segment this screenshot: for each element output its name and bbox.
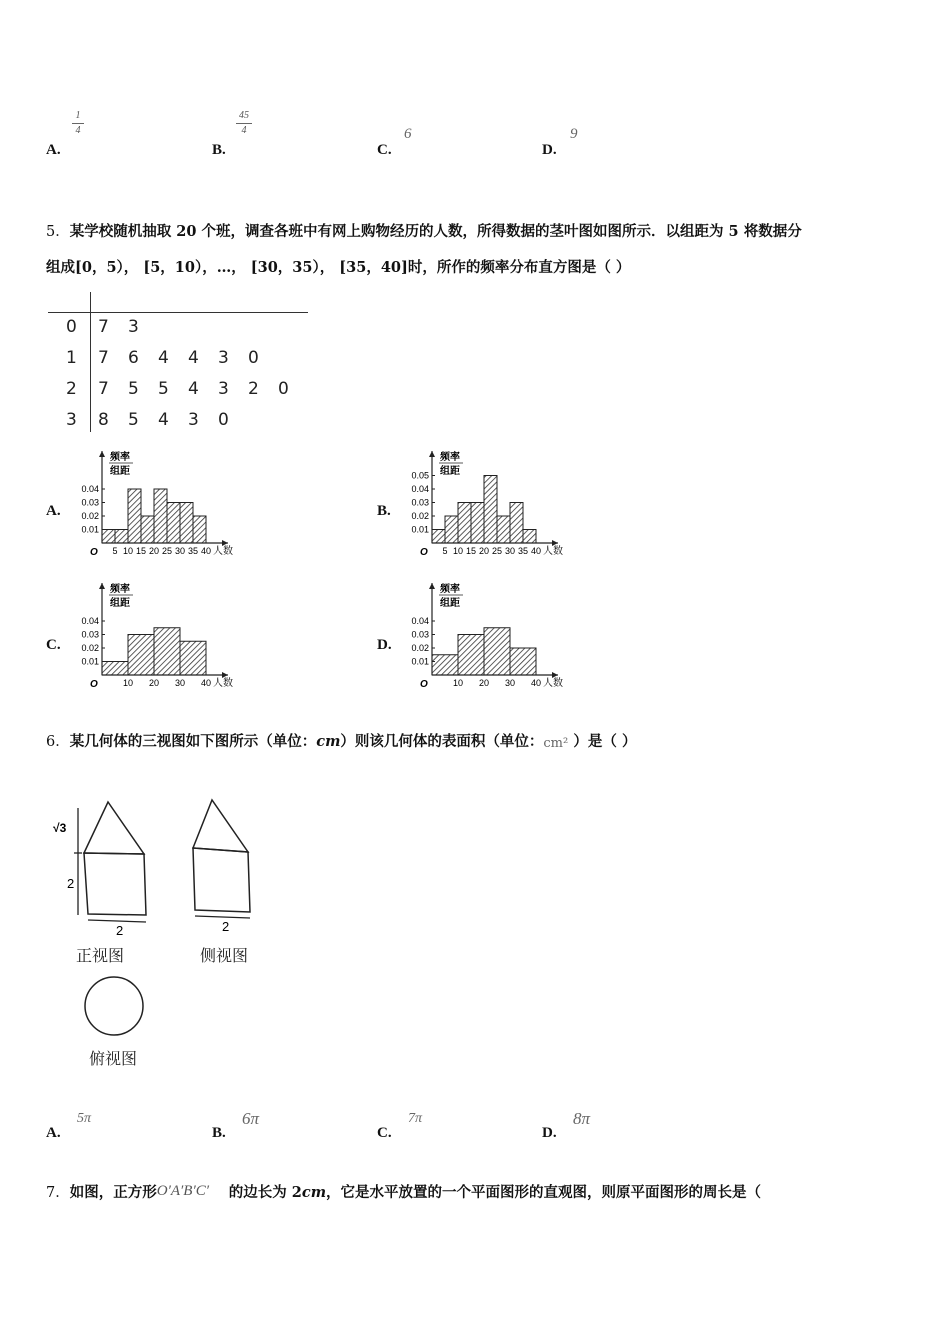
y-tick-label: 0.03 (81, 497, 99, 508)
x-tick-label: 10 (452, 678, 464, 688)
leaf-value: 2 (248, 379, 259, 399)
x-tick-label: 15 (465, 546, 477, 556)
histogram-a (70, 448, 250, 563)
y-tick-label: 0.02 (411, 511, 429, 521)
x-tick-label: 10 (122, 678, 134, 688)
q6-option-a-value: 5π (77, 1111, 92, 1126)
x-tick-label: 40 (530, 546, 542, 556)
leaf-value: 7 (98, 317, 109, 337)
question-text-a: 如图，正方形 (69, 1184, 157, 1201)
q4-option-c-value: 6 (404, 126, 412, 142)
x-tick-label: 25 (491, 546, 503, 556)
x-tick-label: 35 (517, 546, 529, 556)
x-tick-label: 10 (452, 546, 464, 556)
q4-option-c-label: C. (377, 142, 392, 158)
histogram-bar (510, 648, 536, 675)
x-tick-label: 20 (148, 678, 160, 688)
leaf-value: 0 (248, 348, 259, 368)
leaf-value: 3 (128, 317, 139, 337)
x-tick-label: 5 (442, 546, 448, 556)
y-tick-label: 0.03 (411, 497, 429, 508)
question-text-b: ）则该几何体的表面积（单位： (340, 733, 544, 750)
q5-question-line2: 组成[0，5）， [5，10），…， [30，35）， [35，40]时，所作的频率分布直方图是（ ） (46, 259, 631, 276)
x-tick-label: 40 (200, 546, 212, 556)
histogram-bar (523, 530, 536, 544)
x-tick-label: 40 (200, 678, 212, 688)
y-label-top: 频率 (440, 584, 460, 595)
q6-option-b-value: 6π (242, 1109, 260, 1128)
stem-value: 3 (66, 410, 77, 430)
q7-question (46, 1183, 761, 1203)
y-label-bottom: 组距 (440, 466, 460, 477)
y-tick-label: 0.02 (81, 643, 99, 653)
origin-label: O (90, 679, 98, 690)
top-view-caption: 俯视图 (89, 1049, 138, 1068)
dim-sqrt3: √3 (53, 821, 67, 835)
x-tick-label: 30 (174, 678, 186, 688)
histogram-bar (484, 628, 510, 675)
q6-question (46, 732, 636, 752)
q5-option-d-label: D. (377, 637, 392, 653)
leaf-value: 7 (98, 379, 109, 399)
histogram-bar (432, 530, 445, 544)
question-text: 某学校随机抽取 20 个班，调查各班中有网上购物经历的人数，所得数据的茎叶图如图所示．以组距为 5 将数据分 (69, 223, 802, 240)
leaf-value: 4 (158, 348, 169, 368)
numerator: 45 (239, 110, 249, 121)
histogram-bar (141, 516, 154, 543)
q5-option-b-label: B. (377, 503, 391, 519)
x-tick-label: 20 (478, 546, 490, 556)
y-tick-label: 0.01 (411, 656, 429, 667)
q6-option-b-label: B. (212, 1125, 226, 1141)
y-axis-arrow (99, 583, 105, 589)
histogram-bar (471, 503, 484, 544)
x-unit-label: 人数 (543, 546, 563, 557)
x-tick-label: 20 (148, 546, 160, 556)
area-unit: cm² (543, 736, 569, 751)
q6-options (0, 1105, 950, 1145)
q5-option-c-label: C. (46, 637, 61, 653)
y-tick-label: 0.03 (411, 629, 429, 640)
leaf-value: 0 (278, 379, 289, 399)
leaf-value: 8 (98, 410, 109, 430)
front-width-dim-line (88, 920, 146, 922)
q6-option-d-value: 8π (573, 1109, 591, 1128)
leaf-value: 3 (218, 348, 229, 368)
leaf-value: 7 (98, 348, 109, 368)
side-width-dim-line (195, 916, 250, 918)
y-tick-label: 0.01 (81, 524, 99, 535)
y-tick-label: 0.04 (411, 616, 429, 626)
histogram-bar (458, 503, 471, 544)
y-label-top: 频率 (110, 584, 130, 595)
histogram-bar (180, 503, 193, 544)
x-tick-label: 10 (122, 546, 134, 556)
denominator: 4 (75, 125, 81, 136)
histogram-bar (484, 476, 497, 544)
y-label-top: 频率 (440, 452, 460, 463)
histogram-bar (128, 635, 154, 676)
q4-option-d-label: D. (542, 142, 557, 158)
dim-side-2: 2 (222, 919, 230, 934)
histogram-bar (497, 516, 510, 543)
q5-option-a-label: A. (46, 503, 61, 519)
front-view-caption: 正视图 (76, 946, 125, 965)
histogram-bar (432, 655, 458, 675)
leaf-value: 5 (158, 379, 169, 399)
stem-divider (90, 292, 91, 432)
dim-height-2: 2 (67, 876, 75, 891)
numerator: 1 (75, 110, 81, 121)
side-view-caption: 侧视图 (200, 946, 249, 965)
x-tick-label: 20 (478, 678, 490, 688)
histogram-bar (510, 503, 523, 544)
front-view (74, 802, 146, 922)
histogram-bar (193, 516, 206, 543)
y-tick-label: 0.05 (411, 470, 429, 481)
histogram-bar (167, 503, 180, 544)
stem-leaf-plot (40, 290, 320, 435)
histogram-b (400, 448, 580, 563)
stem-value: 1 (66, 348, 77, 368)
leaf-value: 4 (158, 410, 169, 430)
leaf-value: 5 (128, 410, 139, 430)
y-tick-label: 0.02 (411, 643, 429, 653)
q5-question-line1 (46, 222, 802, 242)
histogram-bar (458, 635, 484, 676)
front-view-triangle (84, 802, 144, 854)
origin-label: O (90, 547, 98, 558)
x-unit-label: 人数 (213, 678, 233, 689)
front-view-rect (84, 853, 146, 915)
x-tick-label: 25 (161, 546, 173, 556)
question-text-c: ）是（ ） (573, 733, 637, 750)
stem-value: 0 (66, 317, 77, 337)
q4-option-d-value: 9 (570, 126, 578, 142)
y-axis-arrow (429, 583, 435, 589)
y-tick-label: 0.04 (411, 484, 429, 494)
question-number: 5． (46, 224, 70, 240)
y-tick-label: 0.03 (81, 629, 99, 640)
histogram-bar (445, 516, 458, 543)
stem-value: 2 (66, 379, 77, 399)
y-tick-label: 0.01 (81, 656, 99, 667)
leaf-value: 0 (218, 410, 229, 430)
histogram-bar (128, 489, 141, 543)
y-label-bottom: 组距 (110, 466, 130, 477)
question-number: 6． (46, 734, 70, 750)
leaf-value: 4 (188, 348, 199, 368)
side-view-rect (193, 848, 250, 912)
histogram-c (70, 580, 250, 695)
q6-option-a-label: A. (46, 1125, 61, 1141)
q6-option-d-label: D. (542, 1125, 557, 1141)
three-views-figure (48, 790, 278, 1080)
top-view-circle (85, 977, 143, 1035)
figure-name: O′A′B′C′ (156, 1183, 210, 1199)
histogram-d (400, 580, 580, 695)
x-tick-label: 30 (504, 546, 516, 556)
histogram-bar (115, 530, 128, 544)
q4-option-a-label: A. (46, 142, 61, 158)
histogram-bar (180, 641, 206, 675)
stem-header-line (48, 312, 308, 313)
question-text-b: 的边长为 2 (228, 1184, 302, 1201)
q6-option-c-label: C. (377, 1125, 392, 1141)
x-unit-label: 人数 (543, 678, 563, 689)
unit-cm: cm (301, 1184, 327, 1201)
y-tick-label: 0.01 (411, 524, 429, 535)
y-label-top: 频率 (110, 452, 130, 463)
denominator: 4 (241, 125, 247, 136)
leaf-value: 6 (128, 348, 139, 368)
x-unit-label: 人数 (213, 546, 233, 557)
histogram-bar (102, 530, 115, 544)
x-tick-label: 35 (187, 546, 199, 556)
origin-label: O (420, 547, 428, 558)
y-tick-label: 0.04 (81, 484, 99, 494)
origin-label: O (420, 679, 428, 690)
q4-option-b-fraction (236, 110, 252, 137)
histogram-bar (154, 628, 180, 675)
x-tick-label: 15 (135, 546, 147, 556)
question-text-a: 某几何体的三视图如下图所示（单位： (69, 733, 317, 750)
question-text-c: ，它是水平放置的一个平面图形的直观图，则原平面图形的周长是（ (326, 1184, 762, 1201)
leaf-value: 5 (128, 379, 139, 399)
side-view-triangle (193, 800, 248, 852)
x-tick-label: 40 (530, 678, 542, 688)
leaf-value: 3 (188, 410, 199, 430)
y-tick-label: 0.02 (81, 511, 99, 521)
q4-option-b-label: B. (212, 142, 226, 158)
x-tick-label: 30 (504, 678, 516, 688)
x-tick-label: 5 (112, 546, 118, 556)
unit-cm: cm (316, 733, 341, 750)
question-number: 7． (46, 1185, 70, 1201)
leaf-value: 3 (218, 379, 229, 399)
dim-width-2: 2 (116, 923, 124, 938)
histogram-bar (102, 662, 128, 676)
y-axis-arrow (99, 451, 105, 457)
y-label-bottom: 组距 (110, 598, 130, 609)
q4-options (0, 100, 950, 170)
y-label-bottom: 组距 (440, 598, 460, 609)
q6-option-c-value: 7π (408, 1111, 423, 1126)
q4-option-a-fraction (72, 110, 84, 137)
side-view (193, 800, 250, 918)
histogram-bar (154, 489, 167, 543)
x-tick-label: 30 (174, 546, 186, 556)
leaf-value: 4 (188, 379, 199, 399)
y-tick-label: 0.04 (81, 616, 99, 626)
y-axis-arrow (429, 451, 435, 457)
